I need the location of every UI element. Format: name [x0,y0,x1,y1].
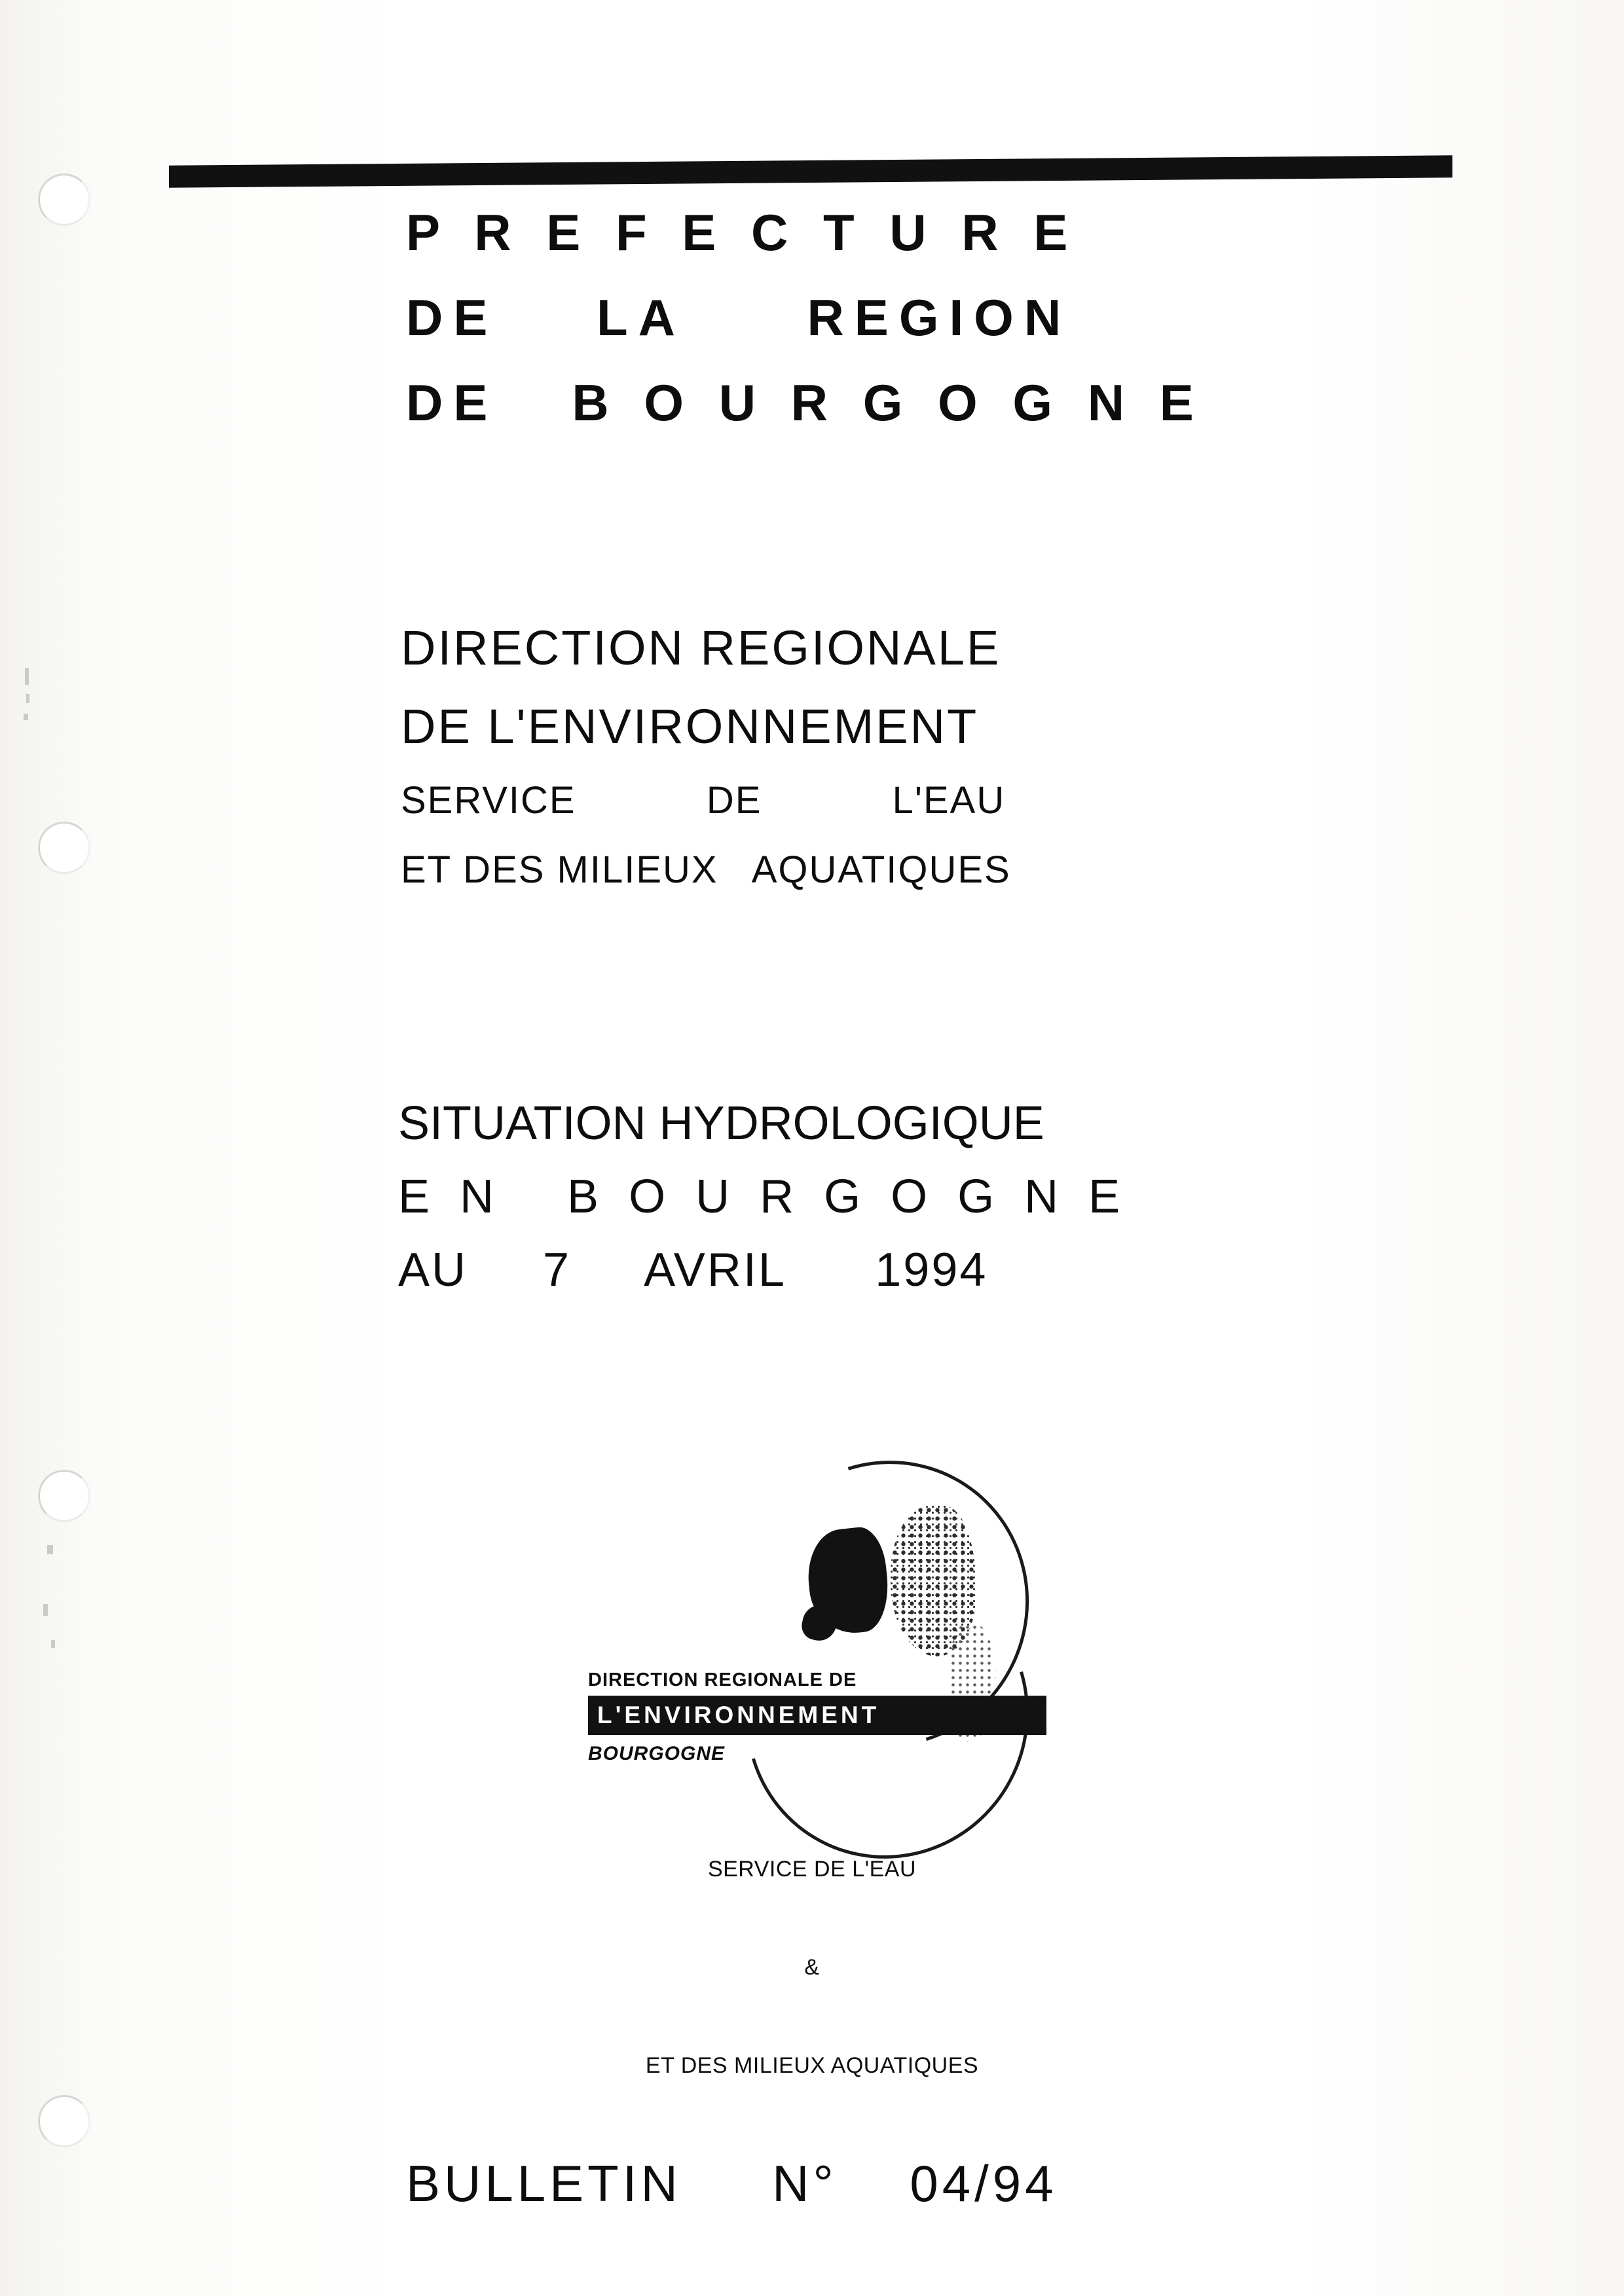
logo-service-line-2: & [804,1955,820,1980]
bulletin-text: BULLETIN N° 04/94 [406,2155,1058,2212]
punch-hole [38,1470,90,1522]
scan-speckle [47,1545,53,1554]
prefecture-line-1: P R E F E C T U R E [406,204,1079,261]
direction-line-2: DE L'ENVIRONNEMENT [401,699,979,754]
prefecture-heading [0,190,1624,445]
direction-line-1: DIRECTION REGIONALE [401,621,1001,675]
title-line-2: E N B O U R G O G N E [398,1171,1129,1223]
page-title [0,1087,1624,1307]
scan-speckle [43,1604,48,1616]
logo-label-region: BOURGOGNE [588,1743,726,1764]
direction-heading [0,609,1624,905]
direction-line-4: ET DES MILIEUX AQUATIQUES [401,848,1011,891]
logo-service-block [550,1787,1074,2147]
punch-hole [38,2095,90,2147]
dre-logo [550,1460,1074,2078]
direction-line-3: SERVICE DE L'EAU [401,779,1006,822]
title-line-1: SITUATION HYDROLOGIQUE [398,1097,1044,1150]
title-line-3: AU 7 AVRIL 1994 [398,1244,988,1296]
logo-service-line-3: ET DES MILIEUX AQUATIQUES [645,2053,979,2078]
logo-label-top: DIRECTION REGIONALE DE [588,1669,857,1690]
prefecture-line-2: DE LA REGION [406,289,1072,346]
bulletin-number [0,2154,1624,2214]
prefecture-line-3: DE B O U R G O G N E [406,374,1204,431]
logo-service-line-1: SERVICE DE L'EAU [707,1857,917,1882]
scan-speckle [51,1640,55,1648]
logo-label-bar: L'ENVIRONNEMENT [588,1696,1046,1735]
